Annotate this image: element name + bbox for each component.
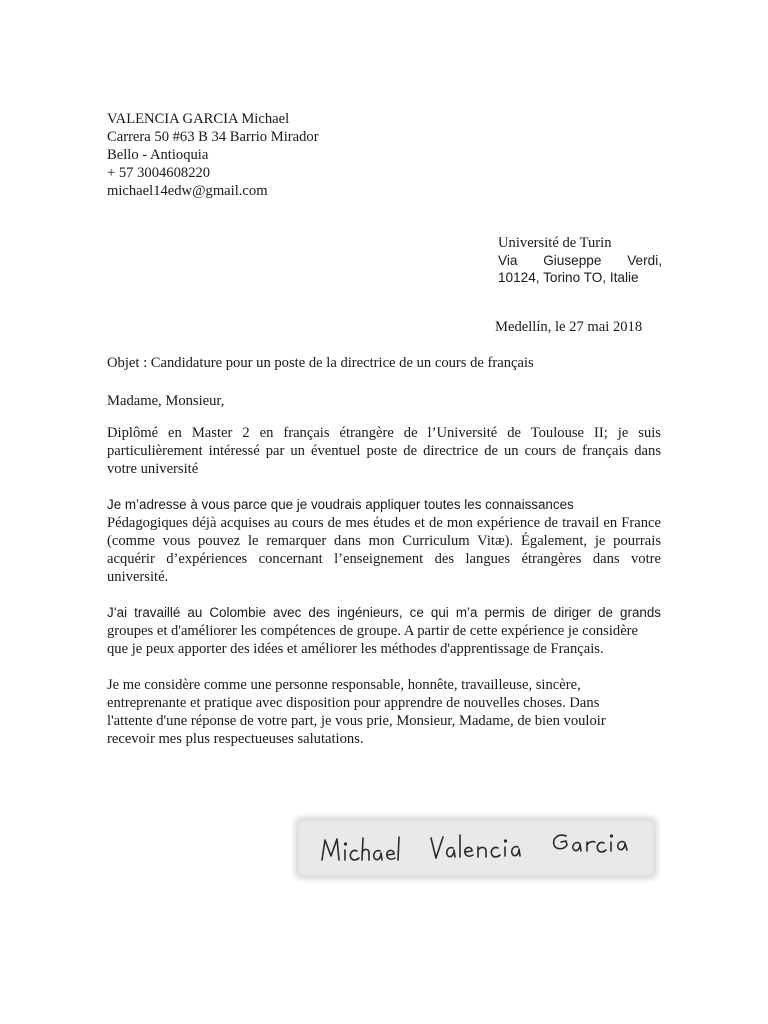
sender-block [107, 110, 427, 200]
paragraph-line: acquérir d’expériences concernant l’enseignement des langues étrangères dans votre [107, 551, 661, 567]
paragraph-4 [107, 676, 661, 748]
signature-image [298, 820, 654, 876]
recipient-line2: Via Giuseppe Verdi, [498, 253, 662, 268]
paragraph-line: (comme vous pouvez le remarquer dans mon Curriculum Vitæ). Également, je pourrais [107, 533, 661, 549]
letter-date: Medellín, le 27 mai 2018 [495, 319, 643, 335]
paragraph-3 [107, 604, 661, 658]
paragraph-line: l'attente d'une réponse de votre part, je vous prie, Monsieur, Madame, de bien vouloir [107, 713, 606, 729]
paragraph-line: groupes et d'améliorer les compétences de groupe. A partir de cette expérience je considère [107, 623, 639, 639]
paragraph-2 [107, 496, 661, 586]
letter-salutation: Madame, Monsieur, [107, 393, 225, 409]
paragraph-line: Je m’adresse à vous parce que je voudrais appliquer toutes les connaissances [107, 497, 574, 512]
paragraph-line: université. [107, 569, 169, 585]
sender-name: VALENCIA GARCIA Michael [107, 111, 290, 127]
recipient-line3: 10124, Torino TO, Italie [498, 270, 639, 285]
paragraph-line: Je me considère comme une personne responsable, honnête, travailleuse, sincère, [107, 677, 581, 693]
paragraph-line: Pédagogiques déjà acquises au cours de mes études et de mon expérience de travail en France [107, 515, 661, 531]
paragraph-line: particulièrement intéressé par un éventuel poste de directrice de un cours de français dans [107, 443, 661, 459]
signature-drawing [298, 820, 654, 876]
sender-phone: + 57 3004608220 [107, 165, 211, 181]
recipient-line1: Université de Turin [498, 235, 612, 251]
recipient-block [498, 235, 662, 286]
paragraph-1 [107, 424, 661, 478]
sender-address-line2: Bello - Antioquia [107, 147, 209, 163]
sender-address-line1: Carrera 50 #63 B 34 Barrio Mirador [107, 129, 319, 145]
paragraph-line: votre université [107, 461, 199, 477]
paragraph-line: Diplômé en Master 2 en français étrangère de l’Université de Toulouse II; je suis [107, 425, 661, 441]
sender-email: michael14edw@gmail.com [107, 183, 268, 199]
paragraph-line: recevoir mes plus respectueuses salutations. [107, 731, 364, 747]
paragraph-line: J’ai travaillé au Colombie avec des ingénieurs, ce qui m’a permis de diriger de grands [107, 605, 661, 620]
paragraph-line: entreprenante et pratique avec disposition pour apprendre de nouvelles choses. Dans [107, 695, 600, 711]
paragraph-line: que je peux apporter des idées et améliorer les méthodes d'apprentissage de Français. [107, 641, 604, 657]
letter-subject: Objet : Candidature pour un poste de la directrice de un cours de français [107, 355, 534, 371]
